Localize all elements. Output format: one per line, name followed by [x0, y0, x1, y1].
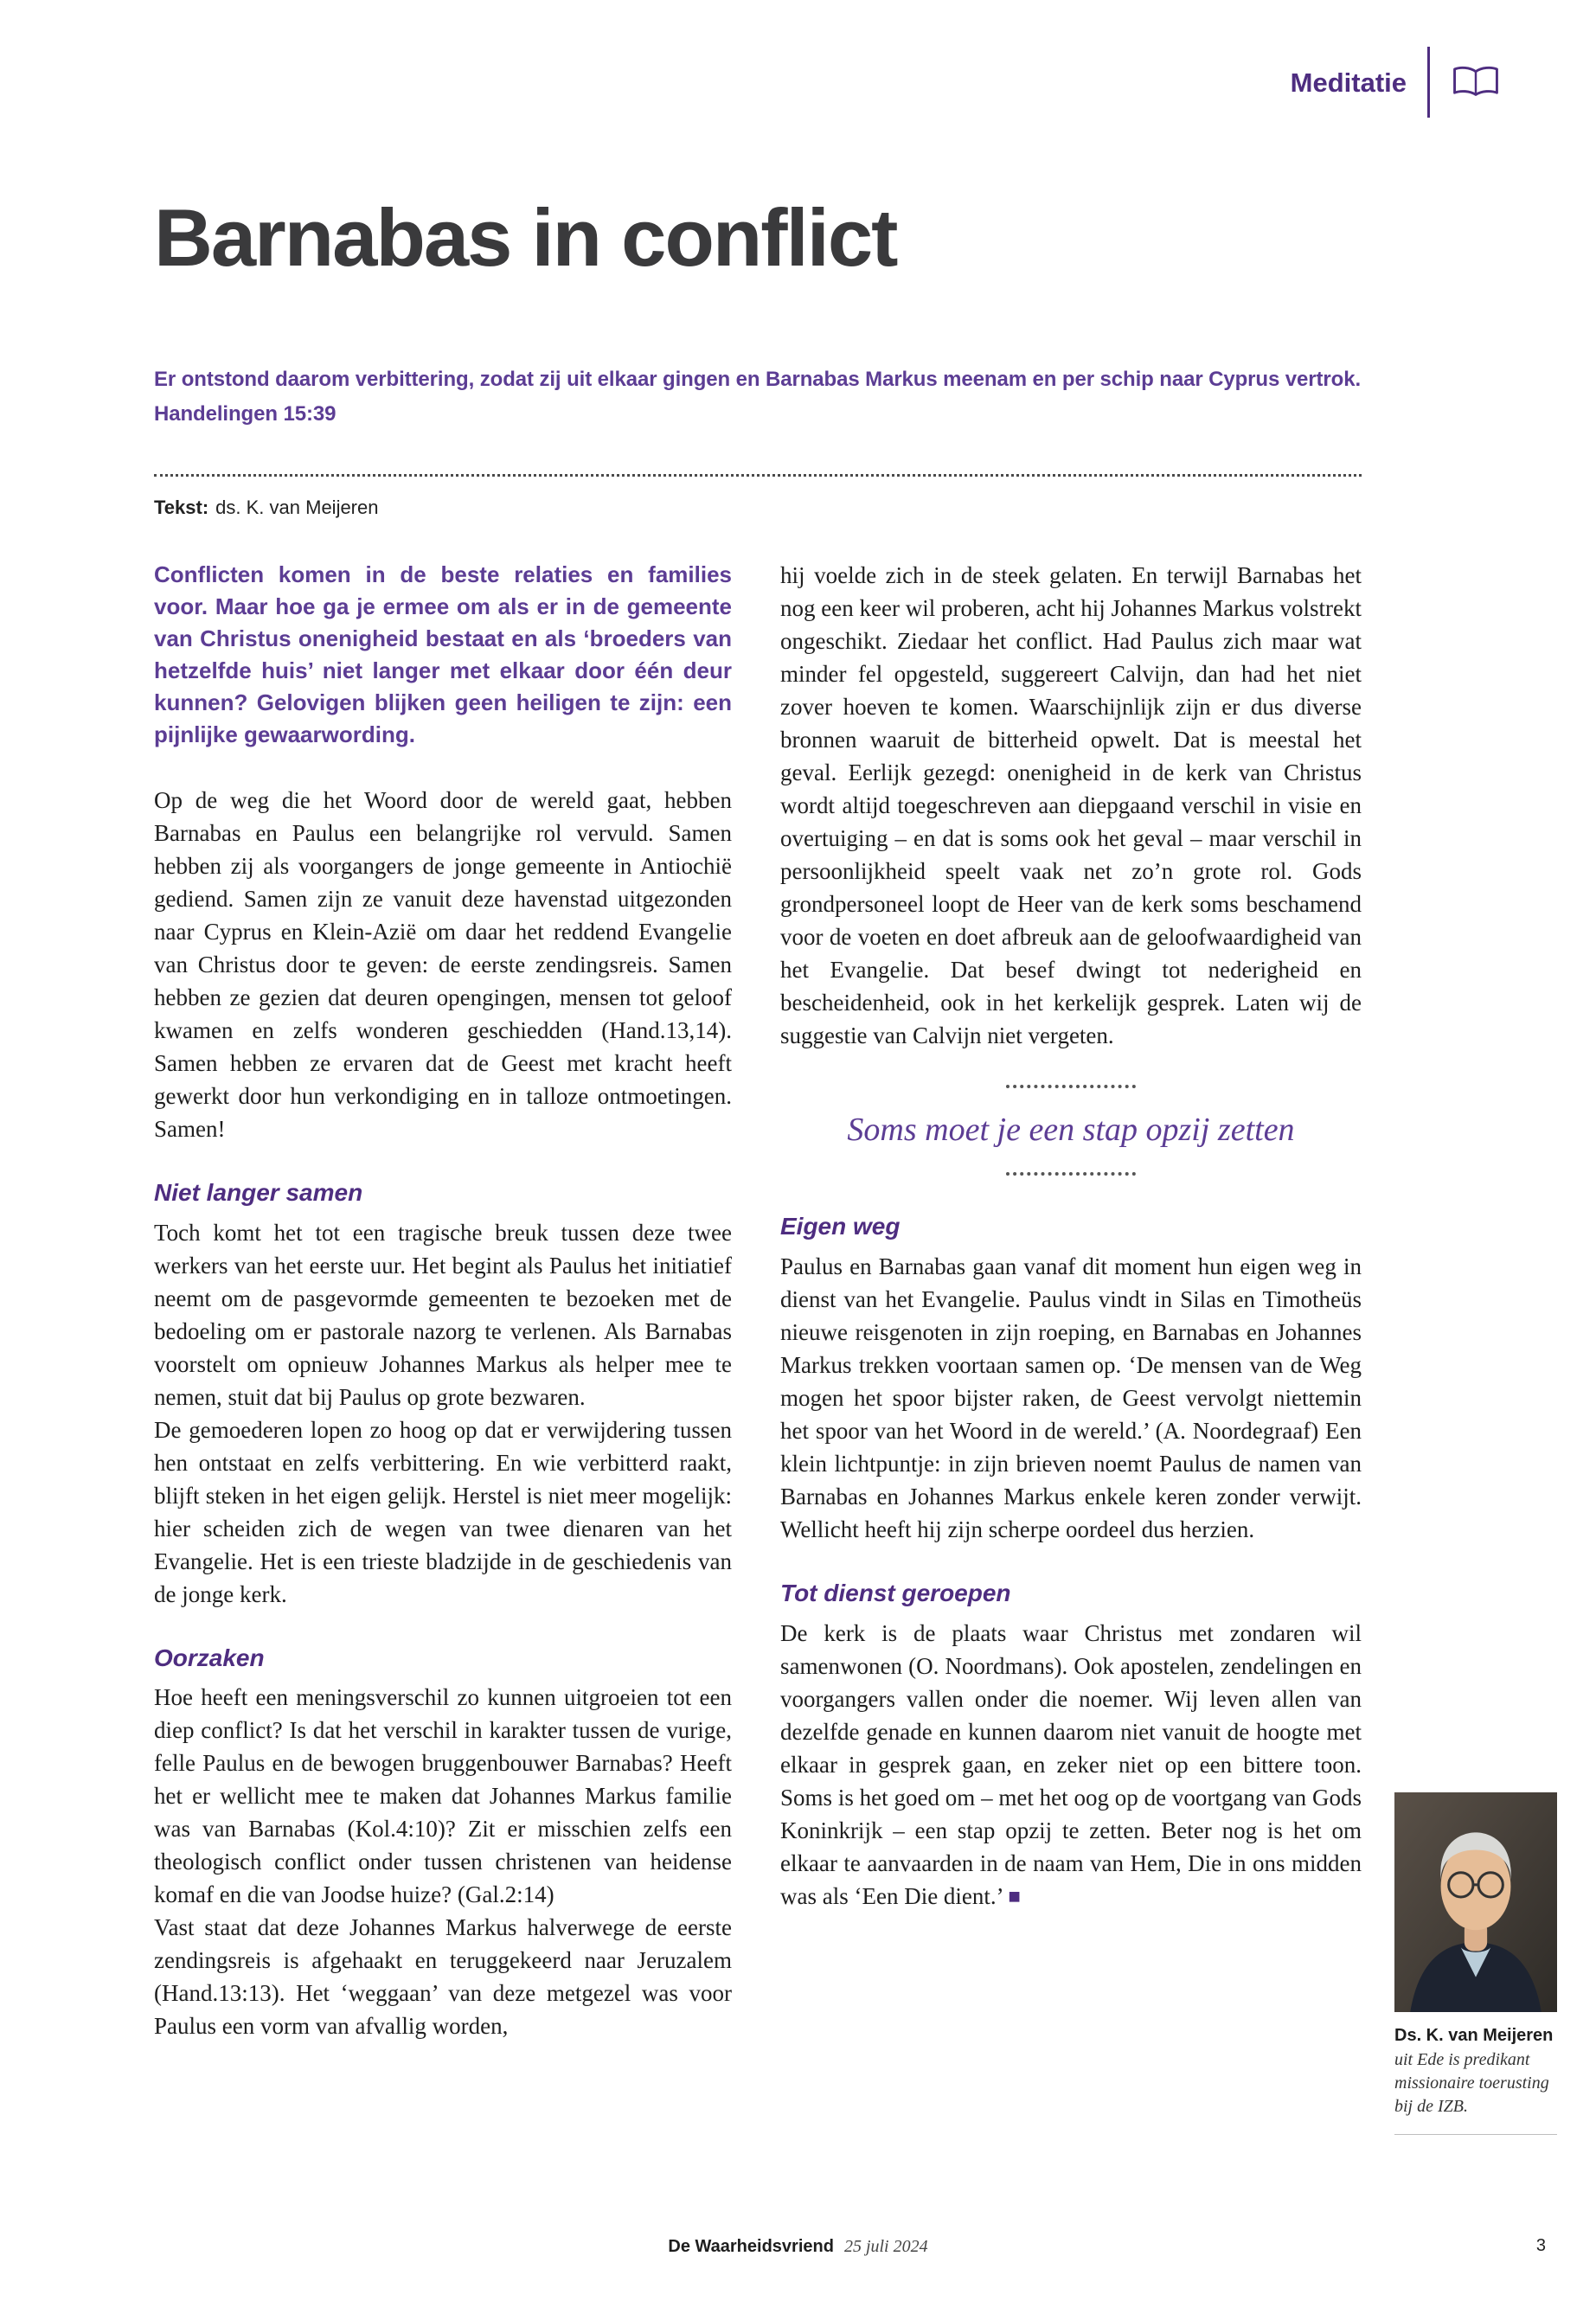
paragraph: Paulus en Barnabas gaan vanaf dit moment hun eigen weg in dienst van het Evangelie. Paulus vindt in Silas en Timotheüs nieuwe reisgenoten in zijn roeping, en Barnabas en Johannes Markus trekken voortaan samen op. ‘De mensen van de Weg mogen het spoor bijster raken, de Geest vervolgt niettemin het spoor van het Woord in de wereld.’ (A. Noordegraaf) Een klein lichtpuntje: in zijn brieven noemt Paulus de namen van Barnabas en Johannes Markus enkele keren zonder verwijt. Wellicht heeft hij zijn scherpe oordeel dus herzien.	[780, 1253, 1362, 1542]
article-lede	[154, 363, 1391, 432]
paragraph: De gemoederen lopen zo hoog op dat er verwijdering tussen hen ontstaat en zelfs verbittering. En wie verbitterd raakt, blijft steken in het eigen gelijk. Herstel is niet meer mogelijk: hier scheiden zich de wegen van twee dienaren van het Evangelie. Het is een trieste bladzijde in de geschiedenis van de jonge kerk.	[154, 1416, 732, 1607]
byline	[154, 498, 378, 517]
dotted-ornament-top	[1006, 1085, 1136, 1088]
byline-label: Tekst:	[154, 497, 209, 518]
paragraph: hij voelde zich in de steek gelaten. En terwijl Barnabas het nog een keer wil proberen, acht hij Johannes Markus volstrekt ongeschikt. Ziedaar het conflict. Had Paulus zich maar wat minder fel opgesteld, suggereert Calvijn, dan had het niet zover hoeven te komen. Waarschijnlijk zijn er dus diverse bronnen waaruit de bitterheid opwelt. Dat is meestal het geval. Eerlijk gezegd: onenigheid in de kerk van Christus wordt altijd toegeschreven aan diepgaand verschil in visie en overtuiging – en dat is soms ook het geval – maar verschil in persoonlijkheid speelt vaak net zo’n grote rol. Gods grondpersoneel loopt de Heer van de kerk soms beschamend voor de voeten en doet afbreuk aan de geloofwaardigheid van het Evangelie. Dat besef dwingt tot nederigheid en bescheidenheid, ook in het kerkelijk gesprek. Laten wij de suggestie van Calvijn niet vergeten.	[780, 562, 1362, 1048]
left-column	[154, 559, 732, 2075]
author-name: Ds. K. van Meijeren	[1394, 2026, 1554, 2045]
intro-paragraph: Conflicten komen in de beste relaties en families voor. Maar hoe ga je ermee om als er in de gemeente van Christus onenigheid bestaat en als ‘broeders van hetzelfde huis’ niet langer met elkaar door één deur kunnen? Gelovigen blijken geen heiligen te zijn: een pijnlijke gewaarwording.	[154, 561, 732, 747]
dotted-ornament-bottom	[1006, 1172, 1136, 1176]
pull-quote	[780, 1085, 1362, 1176]
section-label: Meditatie	[1290, 67, 1407, 98]
footer-date: 25 juli 2024	[843, 2237, 928, 2256]
subheading-oorzaken: Oorzaken	[154, 1644, 265, 1671]
page-number: 3	[1535, 2236, 1546, 2255]
header-divider	[1427, 47, 1430, 118]
open-book-icon	[1451, 65, 1501, 99]
subheading-eigen-weg: Eigen weg	[780, 1213, 901, 1240]
lede-text: Er ontstond daarom verbittering, zodat zij uit elkaar gingen en Barnabas Markus meenam en per schip naar Cyprus vertrok.	[154, 368, 1362, 391]
paragraph: Toch komt het tot een tragische breuk tussen deze twee werkers van het eerste uur. Het begint als Paulus het initiatief neemt om de pasgevormde gemeenten te bezoeken met de bedoeling om er pastorale nazorg te verlenen. Als Barnabas voorstelt om opnieuw Johannes Markus als helper mee te nemen, stuit dat bij Paulus op grote bezwaren.	[154, 1219, 732, 1410]
paragraph: Hoe heeft een meningsverschil zo kunnen uitgroeien tot een diep conflict? Is dat het verschil in karakter tussen de vurige, felle Paulus en de bewogen bruggenbouwer Barnabas? Heeft het er wellicht mee te maken dat Johannes Markus familie was van Barnabas (Kol.4:10)? Zit er misschien zelfs een theologisch conflict onder tussen christenen van heidense komaf en die van Joodse huize? (Gal.2:14)	[154, 1684, 732, 1908]
author-bio: uit Ede is predikant missionaire toerusting bij de IZB.	[1394, 2048, 1557, 2135]
paragraph	[780, 1617, 1362, 1913]
page-footer	[0, 2237, 1596, 2272]
footer-brand: De Waarheidsvriend	[668, 2237, 834, 2256]
subheading-niet-langer-samen: Niet langer samen	[154, 1179, 363, 1206]
dotted-separator	[154, 474, 1362, 477]
subheading-tot-dienst-geroepen: Tot dienst geroepen	[780, 1579, 1011, 1606]
end-mark: ■	[1008, 1885, 1021, 1908]
article-title: Barnabas in conflict	[154, 192, 897, 283]
paragraph: Vast staat dat deze Johannes Markus halverwege de eerste zendingsreis is afgehaakt en teruggekeerd naar Jeruzalem (Hand.13:13). Het ‘weggaan’ van deze metgezel was voor Paulus een vorm van afvallig worden,	[154, 1914, 732, 2040]
paragraph-text: De kerk is de plaats waar Christus met zondaren wil samenwonen (O. Noordmans). Ook apostelen, zendelingen en voorgangers vallen onder die noemer. Wij leven allen van dezelfde genade en kunnen daarom niet vanuit de hoogte met elkaar in gesprek gaan, en zeker niet op een bittere toon. Soms is het goed om – met het oog op de voortgang van Gods Koninkrijk – een stap opzij te zetten. Beter nog is het om elkaar te aanvaarden in de naam van Hem, Die in ons midden was als ‘Een Die dient.’	[780, 1619, 1362, 1909]
author-box	[1394, 1792, 1557, 2135]
byline-name: ds. K. van Meijeren	[215, 497, 379, 518]
page-header	[1291, 47, 1501, 118]
right-column	[780, 559, 1362, 2075]
footer-center	[0, 2237, 1596, 2257]
article-columns	[154, 559, 1362, 2075]
paragraph: Op de weg die het Woord door de wereld gaat, hebben Barnabas en Paulus een belangrijke rol vervuld. Samen hebben zij als voorgangers de jonge gemeente in Antiochië gediend. Samen zijn ze vanuit deze havenstad uitgezonden naar Cyprus en Klein-Azië om daar het reddend Evangelie van Christus door te geven: de eerste zendingsreis. Samen hebben ze gezien dat deuren opengingen, mensen tot geloof kwamen en zelfs wonderen geschiedden (Hand.13,14). Samen hebben ze ervaren dat de Geest met kracht heeft gewerkt door hun verkondiging en in talloze ontmoetingen. Samen!	[154, 787, 732, 1142]
scripture-reference: Handelingen 15:39	[154, 402, 337, 426]
pull-quote-text: Soms moet je een stap opzij zetten	[847, 1112, 1295, 1148]
author-photo	[1394, 1792, 1557, 2012]
